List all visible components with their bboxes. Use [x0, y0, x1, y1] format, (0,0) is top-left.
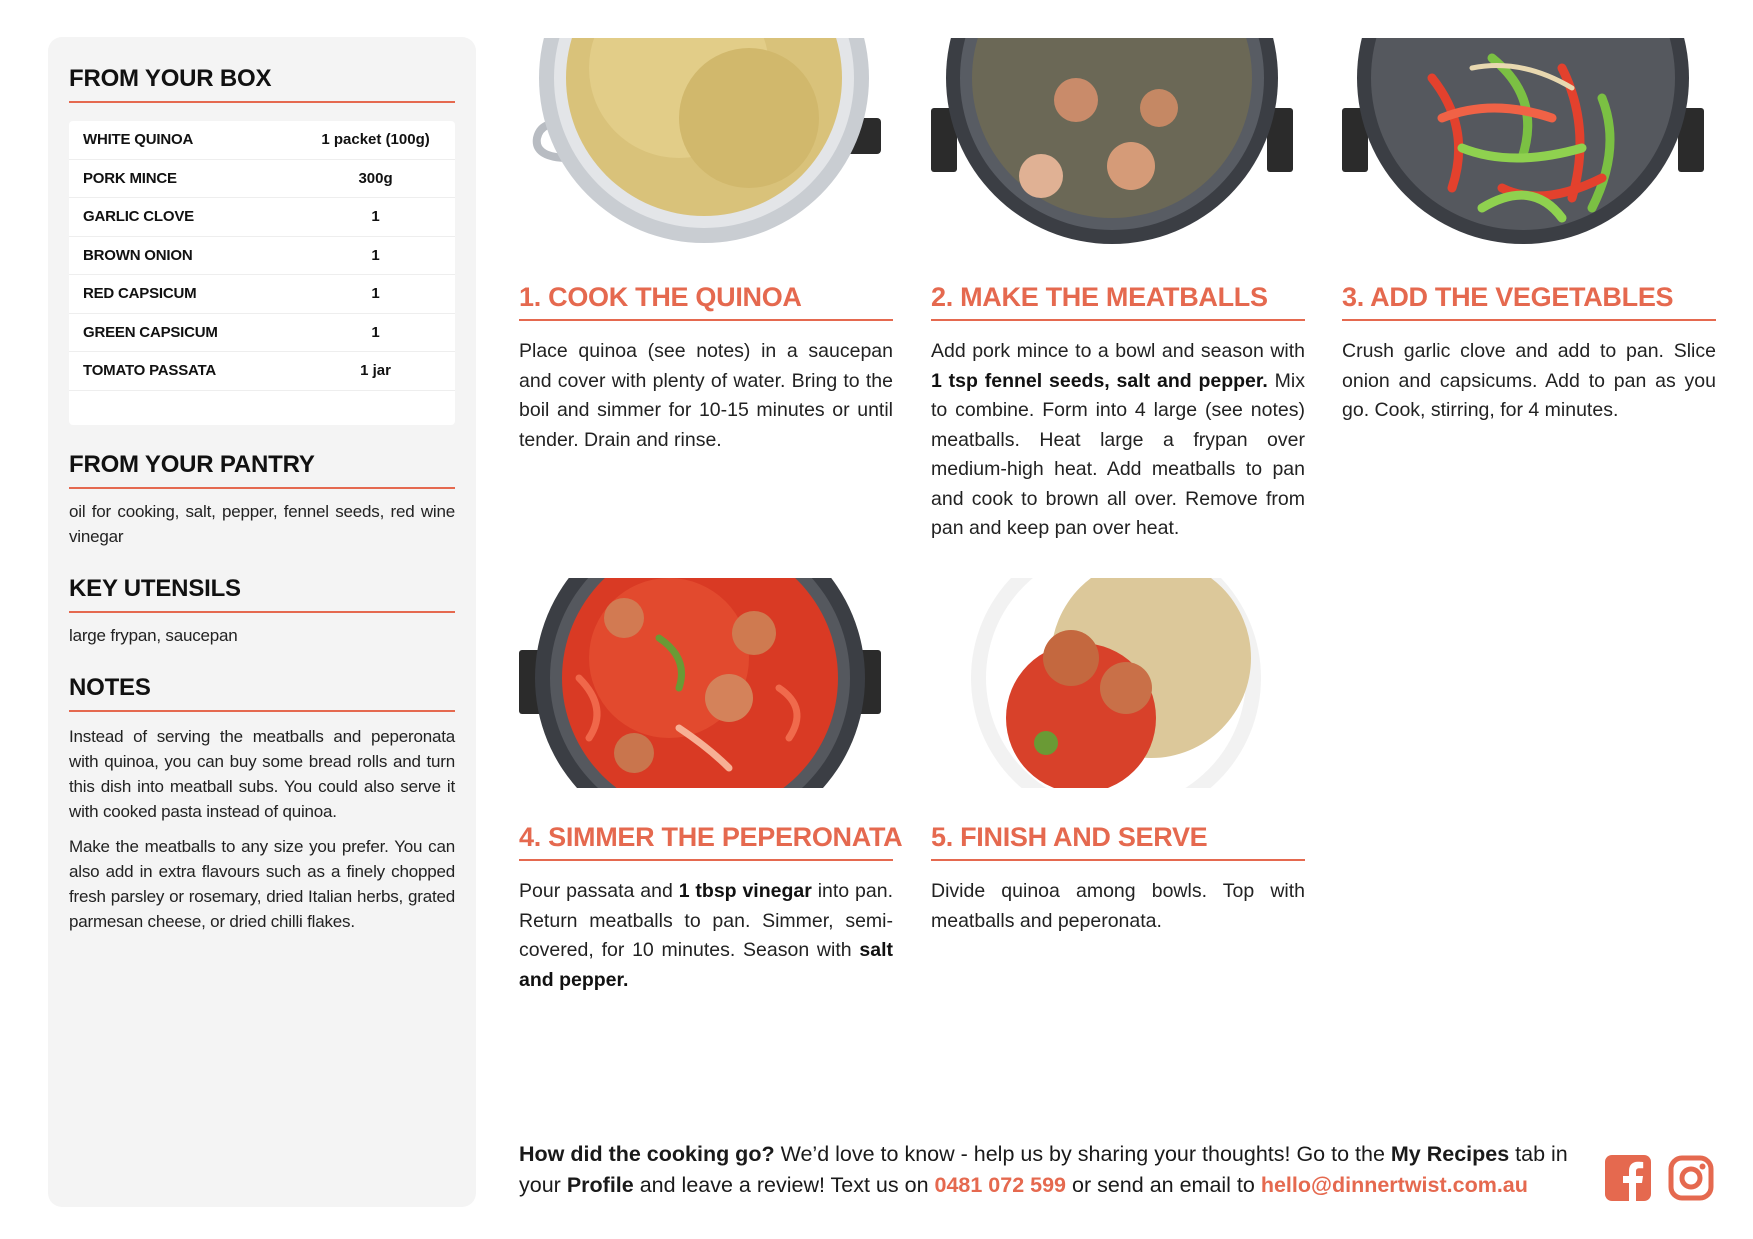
ingredient-name: GREEN CAPSICUM	[83, 323, 218, 341]
step-3-body	[1342, 337, 1716, 426]
note-paragraph: Instead of serving the meatballs and peperonata with quinoa, you can buy some bread rolls and turn this dish into meatball subs. You could also serve it with cooked pasta instead of quinoa.	[69, 726, 455, 821]
step-5	[931, 578, 1305, 936]
ingredient-row	[69, 275, 455, 314]
ingredient-qty: 1	[371, 246, 380, 264]
step-5-photo	[931, 578, 1293, 788]
facebook-icon[interactable]	[1605, 1155, 1651, 1206]
ingredient-qty: 300g	[358, 169, 393, 187]
step-4-photo	[519, 578, 881, 788]
ingredient-name: BROWN ONION	[83, 246, 193, 264]
ingredient-row	[69, 121, 455, 160]
step-2	[931, 38, 1305, 544]
step-bold-ingredient: 1 tbsp vinegar	[678, 880, 812, 902]
step-4	[519, 578, 903, 995]
step-1-title: 1. COOK THE QUINOA	[519, 282, 893, 321]
feedback-footer	[519, 1139, 1579, 1201]
step-5-body	[931, 877, 1305, 936]
step-text: Mix to combine. Form into 4 large (see notes) meatballs. Heat large a frypan over medium-high heat. Add meatballs to pan and cook to brown all over. Remove from pan and keep pan over heat.	[931, 369, 1306, 539]
step-bold-ingredient: salt and pepper.	[519, 939, 893, 991]
meatballs-pan-image	[931, 38, 1293, 248]
ingredient-qty: 1	[371, 323, 380, 341]
step-2-body	[931, 337, 1305, 544]
footer-text: We’d love to know - help us by sharing your thoughts! Go to the	[774, 1142, 1391, 1166]
step-text: Place quinoa (see notes) in a saucepan and cover with plenty of water. Bring to the boil and simmer for 10-15 minutes or until tender. Drain and rinse.	[519, 340, 893, 451]
ingredient-qty: 1 jar	[360, 362, 391, 380]
step-1-body	[519, 337, 893, 455]
ingredient-qty: 1 packet (100g)	[321, 131, 430, 149]
quinoa-saucepan-image	[519, 38, 881, 248]
served-bowl-image	[931, 578, 1293, 788]
ingredient-row	[69, 160, 455, 199]
step-3-photo	[1342, 38, 1704, 248]
phone-link[interactable]: 0481 072 599	[934, 1173, 1067, 1197]
footer-text: and leave a review! Text us on	[633, 1173, 935, 1197]
vegetables-pan-image	[1342, 38, 1704, 248]
ingredient-qty: 1	[371, 285, 380, 303]
step-5-title: 5. FINISH AND SERVE	[931, 822, 1305, 861]
ingredient-name: RED CAPSICUM	[83, 285, 197, 303]
footer-text: tab in your	[519, 1142, 1568, 1197]
box-heading: FROM YOUR BOX	[69, 65, 455, 103]
pantry-text: oil for cooking, salt, pepper, fennel seeds, red wine vinegar	[69, 501, 455, 546]
ingredient-row	[69, 352, 455, 391]
step-4-title: 4. SIMMER THE PEPERONATA	[519, 822, 893, 861]
peperonata-pan-image	[519, 578, 881, 788]
my-recipes-link[interactable]: My Recipes	[1390, 1142, 1510, 1166]
ingredient-row	[69, 314, 455, 353]
step-3	[1342, 38, 1716, 426]
step-4-body	[519, 877, 893, 995]
pantry-heading: FROM YOUR PANTRY	[69, 451, 455, 489]
step-text: Divide quinoa among bowls. Top with meatballs and peperonata.	[931, 880, 1305, 932]
ingredient-row	[69, 237, 455, 276]
ingredients-table	[69, 121, 455, 425]
step-text: Add pork mince to a bowl and season with	[931, 340, 1305, 362]
step-text: Crush garlic clove and add to pan. Slice onion and capsicums. Add to pan as you go. Cook, stirring, for 4 minutes.	[1342, 340, 1716, 421]
profile-link[interactable]: Profile	[566, 1173, 634, 1197]
utensils-heading: KEY UTENSILS	[69, 575, 455, 613]
notes-heading: NOTES	[69, 674, 455, 712]
ingredient-row	[69, 198, 455, 237]
step-3-title: 3. ADD THE VEGETABLES	[1342, 282, 1716, 321]
step-1	[519, 38, 893, 455]
ingredient-qty: 1	[371, 208, 380, 226]
step-bold-ingredient: 1 tsp fennel seeds, salt and pepper.	[931, 369, 1268, 392]
ingredient-name: TOMATO PASSATA	[83, 362, 217, 380]
step-2-title: 2. MAKE THE MEATBALLS	[931, 282, 1305, 321]
ingredient-name: WHITE QUINOA	[83, 131, 194, 149]
step-text: Pour passata and	[519, 880, 679, 902]
step-text: into pan. Return meatballs to pan. Simmer, semi-covered, for 10 minutes. Season with	[519, 880, 893, 961]
feedback-question: How did the cooking go?	[519, 1142, 775, 1166]
footer-text: or send an email to	[1066, 1173, 1261, 1197]
step-2-photo	[931, 38, 1293, 248]
sidebar	[48, 37, 476, 1207]
ingredient-name: GARLIC CLOVE	[83, 208, 194, 226]
instagram-icon[interactable]	[1668, 1155, 1714, 1206]
step-1-photo	[519, 38, 881, 248]
ingredient-name: PORK MINCE	[83, 169, 177, 187]
utensils-text: large frypan, saucepan	[69, 625, 238, 645]
email-link[interactable]: hello@dinnertwist.com.au	[1260, 1173, 1528, 1197]
note-paragraph: Make the meatballs to any size you prefer. You can also add in extra flavours such as a finely chopped fresh parsley or rosemary, dried Italian herbs, grated parmesan cheese, or dried chilli flakes.	[69, 836, 455, 931]
